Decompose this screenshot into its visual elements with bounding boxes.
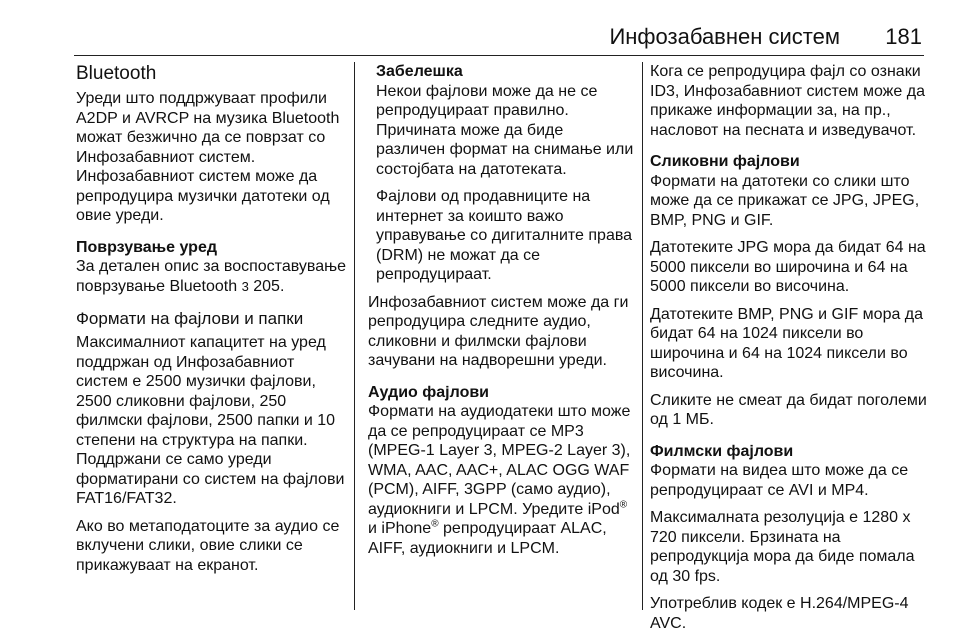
audio-files-heading: Аудио фајлови bbox=[368, 383, 490, 401]
id3-paragraph: Кога се репродуцира фајл со ознаки ID3, Инфозабавниот систем може да прикаже информации за, на пр., насловот на песната и изведувачот. bbox=[650, 63, 925, 139]
audio-text-2: и iPhone bbox=[368, 520, 432, 537]
header-divider bbox=[74, 55, 924, 56]
audio-text-1: Формати на аудиодатеки што може да се репродуцираат се MP3 (MPEG-1 Layer 3, MPEG-2 Layer 3), WMA, AAC, AAC+, ALAC OGG WAF (PCM), AIFF, 3GPP (само аудио), аудиокниги и LPCM. Уредите iPod bbox=[368, 403, 631, 518]
file-formats-paragraph-1: Максималниот капацитет на уред поддржан од Инфозабавниот систем е 2500 музички фајлови, 2500 сликовни фајлови, 250 филмски фајлови, 2500 папки и 10 степени на структура на папки. Поддржани се само уреди форматирани со систем на фајлови FAT16/FAT32. bbox=[76, 334, 345, 507]
image-files-paragraph-1: Формати на датотеки со слики што може да се прикажат се JPG, JPEG, BMP, PNG и GIF. bbox=[650, 172, 920, 229]
video-files-paragraph-2: Максималната резолуција е 1280 x 720 пиксели. Брзината на репродукција мора да биде помала од 30 fps. bbox=[650, 509, 915, 585]
file-formats-paragraph-2: Ако во метаподатоците за аудио се вклучени слики, овие слики се прикажуваат на екранот. bbox=[76, 517, 340, 574]
page-title: Инфозабавнен систем bbox=[609, 24, 840, 49]
connect-device-paragraph bbox=[76, 257, 348, 296]
column-2 bbox=[368, 62, 636, 566]
image-files-heading: Сликовни фајлови bbox=[650, 153, 800, 170]
video-files-heading: Филмски фајлови bbox=[650, 442, 794, 460]
note-paragraph-2: Фајлови од продавниците на интернет за коишто важо управување со дигиталните права (DRM) не можат да се репродуцираат. bbox=[376, 188, 633, 283]
note-heading: Забелешка bbox=[376, 63, 463, 80]
bluetooth-paragraph: Уреди што поддржуваат профили A2DP и AVRCP на музика Bluetooth можат безжично да се поврзат со Инфозабавниот систем. Инфозабавниот систем може да репродуцира музички датотеки од овие уреди. bbox=[76, 90, 340, 224]
column-divider-1 bbox=[354, 62, 355, 610]
note-box bbox=[368, 62, 636, 285]
page-header bbox=[0, 0, 960, 56]
bluetooth-heading: Bluetooth bbox=[76, 63, 157, 84]
video-files-paragraph-3: Употреблив кодек е H.264/MPEG-4 AVC. bbox=[650, 595, 909, 632]
registered-mark: ® bbox=[619, 499, 628, 511]
connect-device-text: За детален опис за воспоставување поврзување Bluetooth bbox=[76, 258, 346, 295]
file-formats-heading: Формати на фајлови и папки bbox=[76, 309, 304, 328]
image-files-paragraph-2: Датотеките JPG мора да бидат 64 на 5000 пиксели во широчина и 64 на 5000 пиксели во височина. bbox=[650, 239, 926, 295]
note-paragraph-1: Некои фајлови може да не се репродуцираат правилно. Причината може да биде различен формат на снимање или состојбата на датотеката. bbox=[376, 82, 634, 178]
supported-files-paragraph: Инфозабавниот систем може да ги репродуцира следните аудио, сликовни и филмски фајлови зачувани на надворешни уреди. bbox=[368, 293, 629, 369]
connect-device-heading: Поврзување уред bbox=[76, 238, 218, 256]
registered-mark: ® bbox=[431, 518, 439, 530]
column-3 bbox=[650, 62, 930, 641]
audio-files-paragraph bbox=[368, 402, 636, 558]
column-divider-2 bbox=[642, 62, 643, 610]
audio-text-3: репродуцираат ALAC, AIFF, аудиокниги и LPCM. bbox=[368, 520, 607, 557]
page-reference-icon: 3 bbox=[241, 278, 249, 294]
video-files-paragraph-1: Формати на видеа што може да се репродуцираат се AVI и MP4. bbox=[650, 462, 909, 499]
image-files-paragraph-4: Сликите не смеат да бидат поголеми од 1 МБ. bbox=[650, 391, 927, 428]
connect-device-ref-page: 205. bbox=[253, 277, 285, 295]
page-number: 181 bbox=[885, 24, 922, 49]
image-files-paragraph-3: Датотеките BMP, PNG и GIF мора да бидат 64 на 1024 пиксели во широчина и 64 на 1024 пиксели во височина. bbox=[650, 305, 924, 381]
column-1 bbox=[76, 62, 348, 583]
